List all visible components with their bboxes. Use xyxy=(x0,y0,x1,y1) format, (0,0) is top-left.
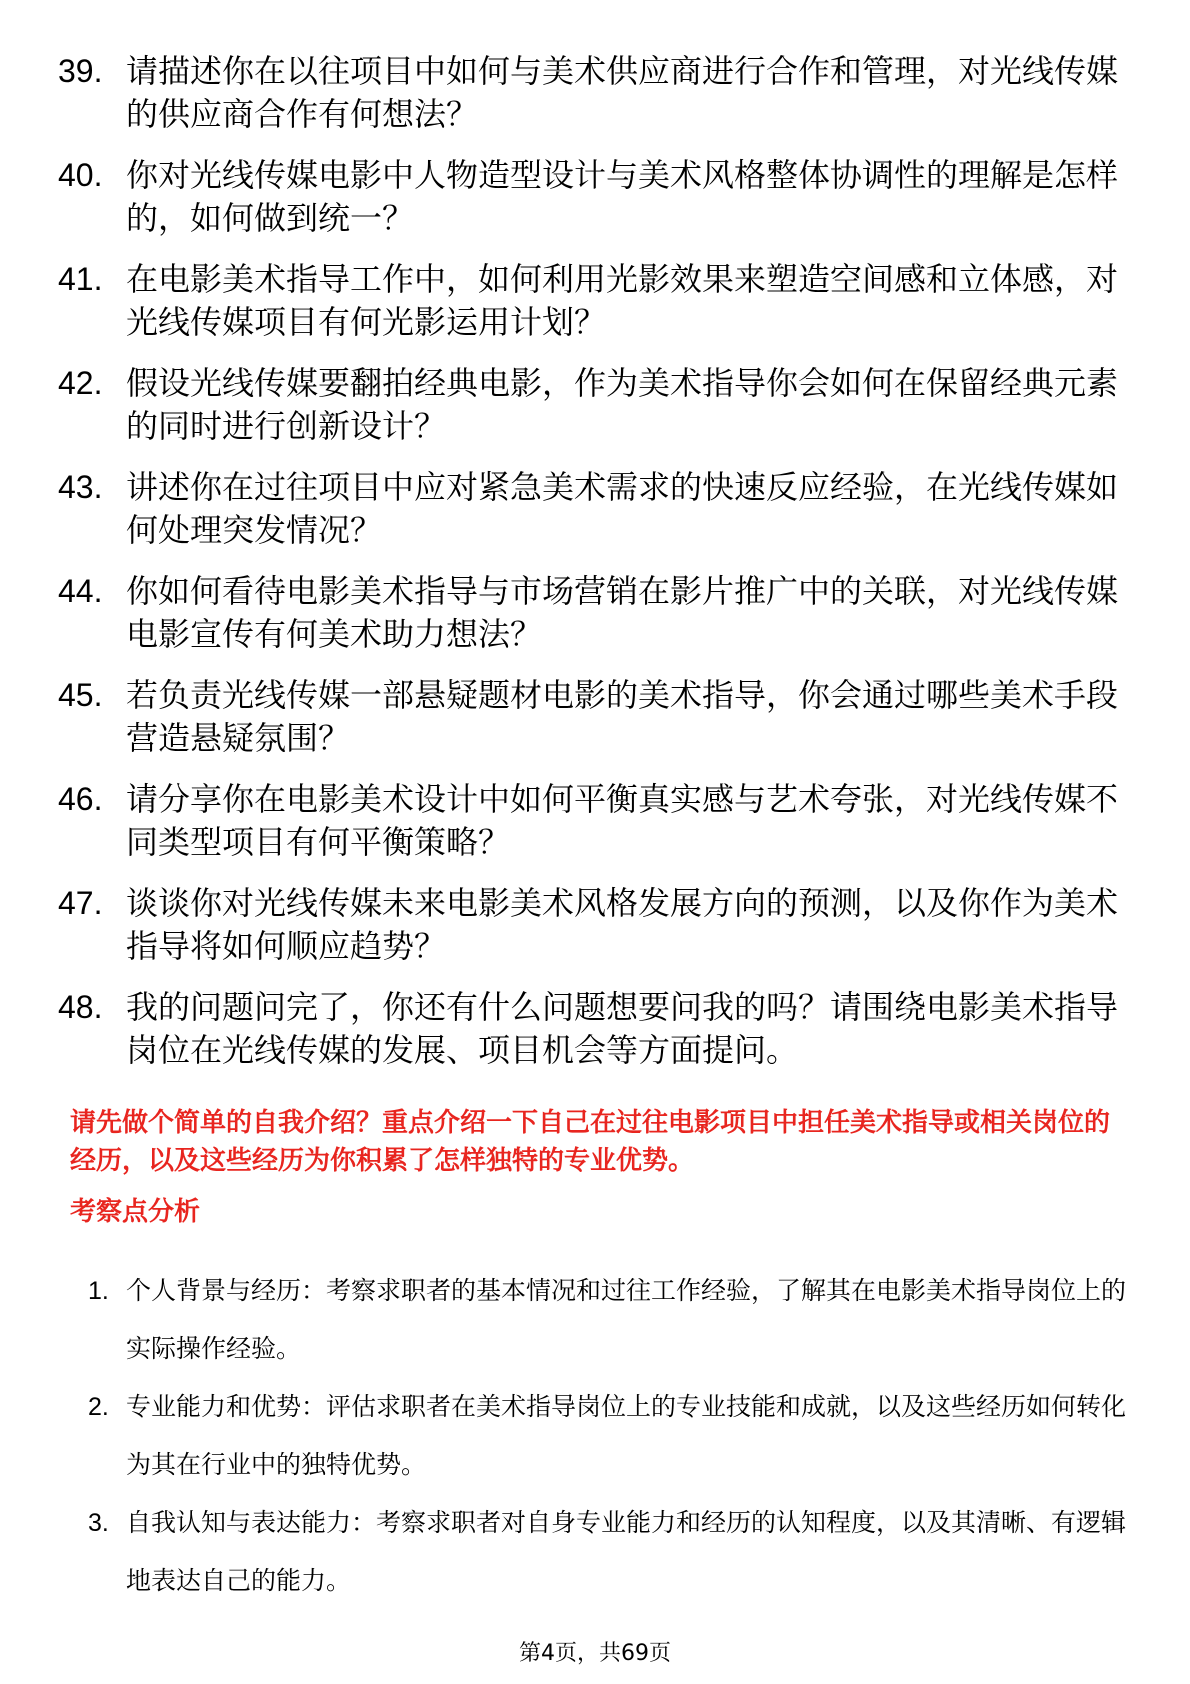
analysis-item xyxy=(88,1494,1128,1610)
question-item xyxy=(58,50,1138,136)
question-item xyxy=(58,778,1138,864)
question-number: 39. xyxy=(58,53,103,89)
question-number: 46. xyxy=(58,781,103,817)
question-text: 假设光线传媒要翻拍经典电影，作为美术指导你会如何在保留经典元素的同时进行创新设计？ xyxy=(126,364,1119,445)
question-list xyxy=(58,50,1138,1090)
question-text: 在电影美术指导工作中，如何利用光影效果来塑造空间感和立体感，对光线传媒项目有何光影运用计划？ xyxy=(126,260,1119,341)
question-number: 45. xyxy=(58,677,103,713)
question-item xyxy=(58,674,1138,760)
question-text: 若负责光线传媒一部悬疑题材电影的美术指导，你会通过哪些美术手段营造悬疑氛围？ xyxy=(126,676,1119,757)
question-item xyxy=(58,986,1138,1072)
question-text: 你对光线传媒电影中人物造型设计与美术风格整体协调性的理解是怎样的，如何做到统一？ xyxy=(126,156,1119,237)
question-number: 41. xyxy=(58,261,103,297)
focus-question: 请先做个简单的自我介绍？重点介绍一下自己在过往电影项目中担任美术指导或相关岗位的经历，以及这些经历为你积累了怎样独特的专业优势。 xyxy=(70,1108,1111,1176)
analysis-text: 个人背景与经历：考察求职者的基本情况和过往工作经验，了解其在电影美术指导岗位上的实际操作经验。 xyxy=(126,1276,1127,1363)
analysis-item xyxy=(88,1262,1128,1378)
question-item xyxy=(58,882,1138,968)
question-number: 48. xyxy=(58,989,103,1025)
analysis-item xyxy=(88,1378,1128,1494)
analysis-number: 3. xyxy=(88,1509,109,1537)
question-text: 我的问题问完了，你还有什么问题想要问我的吗？请围绕电影美术指导岗位在光线传媒的发展、项目机会等方面提问。 xyxy=(126,988,1119,1069)
question-text: 讲述你在过往项目中应对紧急美术需求的快速反应经验，在光线传媒如何处理突发情况？ xyxy=(126,468,1119,549)
question-item xyxy=(58,258,1138,344)
analysis-text: 自我认知与表达能力：考察求职者对自身专业能力和经历的认知程度，以及其清晰、有逻辑地表达自己的能力。 xyxy=(126,1508,1127,1595)
page-footer: 第4页，共69页 xyxy=(519,1641,671,1666)
analysis-heading: 考察点分析 xyxy=(70,1197,201,1227)
analysis-number: 1. xyxy=(88,1277,109,1305)
question-number: 42. xyxy=(58,365,103,401)
question-item xyxy=(58,154,1138,240)
analysis-number: 2. xyxy=(88,1393,109,1421)
question-number: 43. xyxy=(58,469,103,505)
question-item xyxy=(58,570,1138,656)
question-text: 你如何看待电影美术指导与市场营销在影片推广中的关联，对光线传媒电影宣传有何美术助力想法？ xyxy=(126,572,1119,653)
analysis-text: 专业能力和优势：评估求职者在美术指导岗位上的专业技能和成就，以及这些经历如何转化为其在行业中的独特优势。 xyxy=(126,1392,1127,1479)
analysis-list xyxy=(88,1262,1128,1610)
question-text: 请分享你在电影美术设计中如何平衡真实感与艺术夸张，对光线传媒不同类型项目有何平衡策略？ xyxy=(126,780,1119,861)
question-number: 47. xyxy=(58,885,103,921)
question-item xyxy=(58,362,1138,448)
question-number: 44. xyxy=(58,573,103,609)
question-text: 谈谈你对光线传媒未来电影美术风格发展方向的预测，以及你作为美术指导将如何顺应趋势？ xyxy=(126,884,1119,965)
question-number: 40. xyxy=(58,157,103,193)
question-text: 请描述你在以往项目中如何与美术供应商进行合作和管理，对光线传媒的供应商合作有何想法？ xyxy=(126,52,1119,133)
question-item xyxy=(58,466,1138,552)
